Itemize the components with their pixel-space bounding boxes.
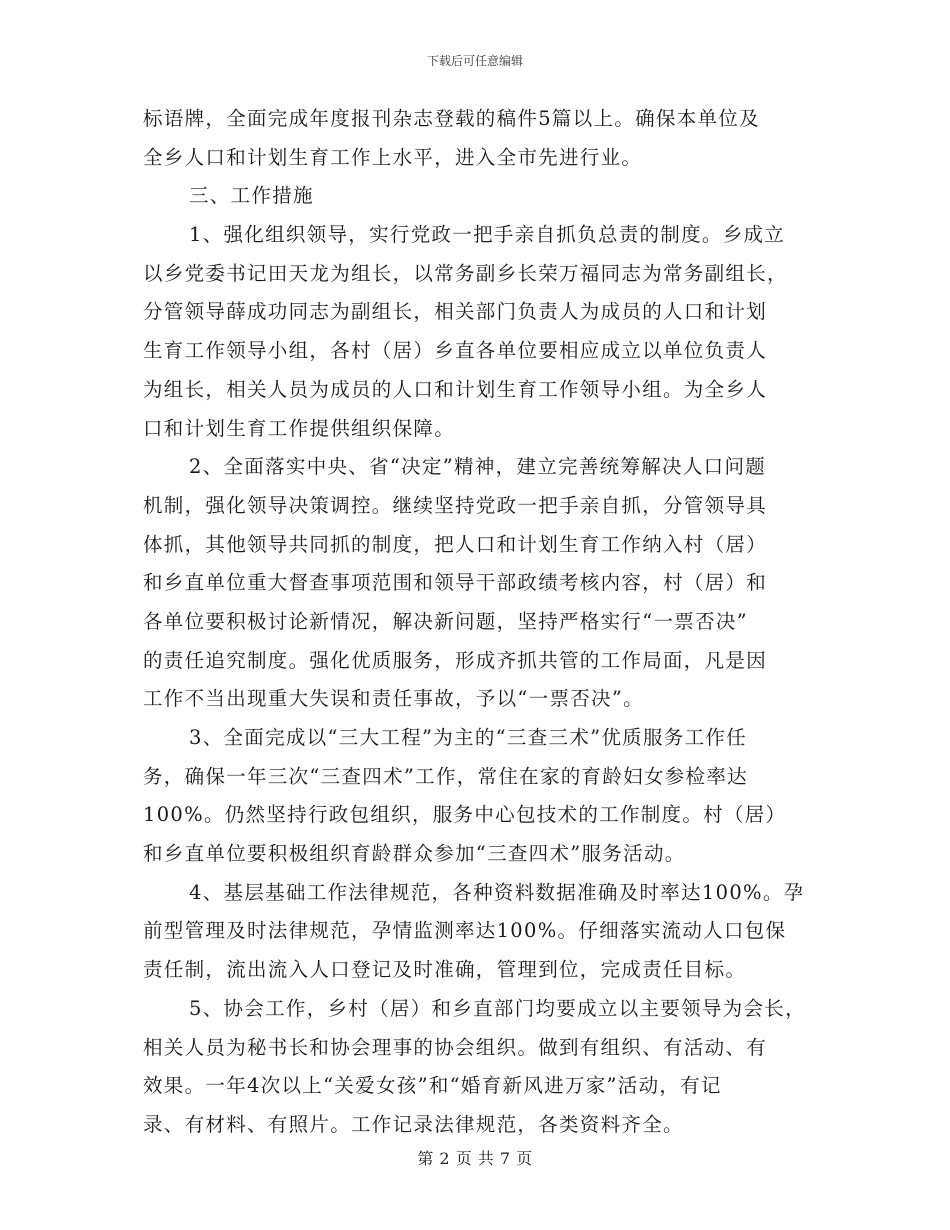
- text-line: 录、有材料、有照片。工作记录法律规范，各类资料齐全。: [143, 1112, 684, 1136]
- text-line: 前型管理及时法律规范，孕情监测率达100%。仔细落实流动人口包保: [143, 919, 787, 943]
- paragraph-start: 4、基层基础工作法律规范，各种资料数据准确及时率达100%。孕: [189, 880, 805, 904]
- text-line: 以乡党委书记田天龙为组长，以常务副乡长荣万福同志为常务副组长，: [143, 261, 788, 285]
- paragraph-start: 1、强化组织领导，实行党政一把手亲自抓负总责的制度。乡成立: [189, 223, 786, 247]
- text-line: 全乡人口和计划生育工作上水平，进入全市先进行业。: [143, 145, 643, 169]
- text-line: 责任制，流出流入人口登记及时准确，管理到位，完成责任目标。: [143, 958, 747, 982]
- page-header: 下载后可任意编辑: [426, 54, 523, 68]
- paragraph-start: 5、协会工作，乡村（居）和乡直部门均要成立以主要领导为会长，: [189, 996, 806, 1020]
- text-line: 生育工作领导小组，各村（居）乡直各单位要相应成立以单位负责人: [143, 339, 768, 363]
- text-line: 机制，强化领导决策调控。继续坚持党政一把手亲自抓，分管领导具: [143, 493, 768, 517]
- document-body: [143, 100, 823, 1145]
- text-line: 体抓，其他领导共同抓的制度，把人口和计划生育工作纳入村（居）: [143, 532, 768, 556]
- paragraph-start: 2、全面落实中央、省“决定”精神，建立完善统筹解决人口问题: [189, 455, 767, 479]
- text-line: 为组长，相关人员为成员的人口和计划生育工作领导小组。为全乡人: [143, 377, 768, 401]
- text-line: 工作不当出现重大失误和责任事故，予以“一票否决”。: [143, 687, 644, 711]
- paragraph-start: 3、全面完成以“三大工程”为主的“三查三术”优质服务工作任: [189, 726, 747, 749]
- text-line: 口和计划生育工作提供组织保障。: [143, 416, 456, 440]
- section-heading: 三、工作措施: [189, 184, 314, 208]
- text-line: 效果。一年4次以上“关爱女孩”和“婚育新风进万家”活动，有记: [143, 1074, 722, 1098]
- text-line: 分管领导薛成功同志为副组长，相关部门负责人为成员的人口和计划: [143, 300, 768, 324]
- text-line: 和乡直单位重大督查事项范围和领导干部政绩考核内容，村（居）和: [143, 571, 768, 595]
- text-line: 和乡直单位要积极组织育龄群众参加“三查四术”服务活动。: [143, 842, 686, 866]
- text-line: 100%。仍然坚持行政包组织，服务中心包技术的工作制度。村（居）: [143, 803, 787, 827]
- page-footer: 第 2 页 共 7 页: [417, 1149, 533, 1168]
- text-line: 标语牌，全面完成年度报刊杂志登载的稿件5篇以上。确保本单位及: [143, 107, 760, 130]
- text-line: 的责任追究制度。强化优质服务，形成齐抓共管的工作局面，凡是因: [143, 648, 768, 672]
- text-line: 务，确保一年三次“三查四术”工作，常住在家的育龄妇女参检率达: [143, 764, 748, 788]
- text-line: 各单位要积极讨论新情况，解决新问题，坚持严格实行“一票否决”: [143, 609, 748, 633]
- text-line: 相关人员为秘书长和协会理事的协会组织。做到有组织、有活动、有: [143, 1035, 768, 1059]
